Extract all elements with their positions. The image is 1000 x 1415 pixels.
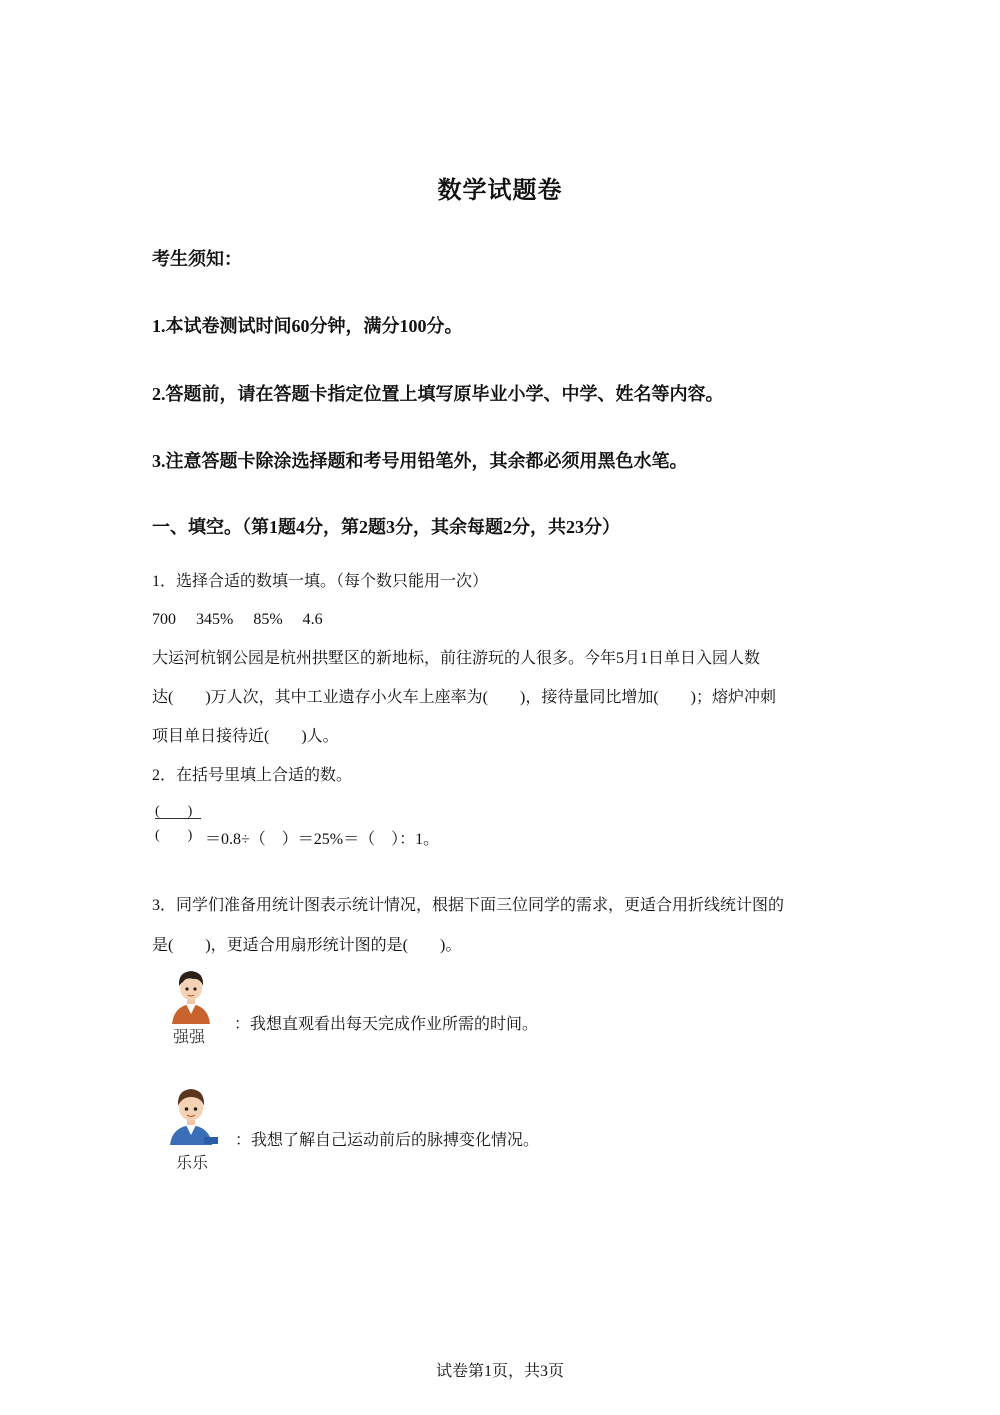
page-title: 数学试题卷 <box>437 178 563 204</box>
student-speech: ：我想了解自己运动前后的脉搏变化情况。 <box>235 1132 540 1149</box>
q2-stem: 2．在括号里填上合适的数。 <box>152 767 353 784</box>
notice-item-2: 2.答题前，请在答题卡指定位置上填写原毕业小学、中学、姓名等内容。 <box>152 384 724 404</box>
notice-heading: 考生须知： <box>152 249 242 269</box>
section-heading: 一、填空。（第1题4分，第2题3分，其余每题2分，共23分） <box>152 517 620 537</box>
q2-expression: ＝0.8÷（ ）＝25%＝（ ）：1。 <box>205 831 440 848</box>
q1-text-line: 项目单日接待近( )人。 <box>152 728 339 745</box>
q3-text-line: 是( )，更适合用扇形统计图的是( )。 <box>152 937 462 954</box>
boy-avatar-icon <box>166 1085 222 1147</box>
page-footer: 试卷第1页，共3页 <box>435 1363 564 1380</box>
boy-avatar-icon <box>166 966 216 1026</box>
q1-options: 700 345% 85% 4.6 <box>152 611 323 628</box>
notice-item-3: 3.注意答题卡除涂选择题和考号用铅笔外，其余都必须用黑色水笔。 <box>152 451 688 471</box>
notice-item-1: 1.本试卷测试时间60分钟，满分100分。 <box>152 316 463 336</box>
fraction-numerator-blank[interactable]: ( ) <box>155 804 193 819</box>
student-avatar-lele <box>166 1085 216 1145</box>
q2-fraction <box>155 798 203 846</box>
fraction-bar <box>155 818 201 819</box>
q1-text-line: 大运河杭钢公园是杭州拱墅区的新地标，前往游玩的人很多。今年5月1日单日入园人数 <box>152 650 761 667</box>
student-name: 乐乐 <box>176 1155 209 1172</box>
student-speech: ：我想直观看出每天完成作业所需的时间。 <box>234 1016 539 1033</box>
student-name: 强强 <box>173 1029 206 1046</box>
q1-stem: 1．选择合适的数填一填。（每个数只能用一次） <box>152 573 489 590</box>
student-avatar-qiangqiang <box>166 966 216 1026</box>
q3-text-line: 3．同学们准备用统计图表示统计情况，根据下面三位同学的需求，更适合用折线统计图的 <box>152 897 785 914</box>
q1-text-line: 达( )万人次，其中工业遗存小火车上座率为( )，接待量同比增加( )；熔炉冲刺 <box>152 689 776 706</box>
fraction-denominator-blank[interactable]: ( ) <box>155 828 193 843</box>
